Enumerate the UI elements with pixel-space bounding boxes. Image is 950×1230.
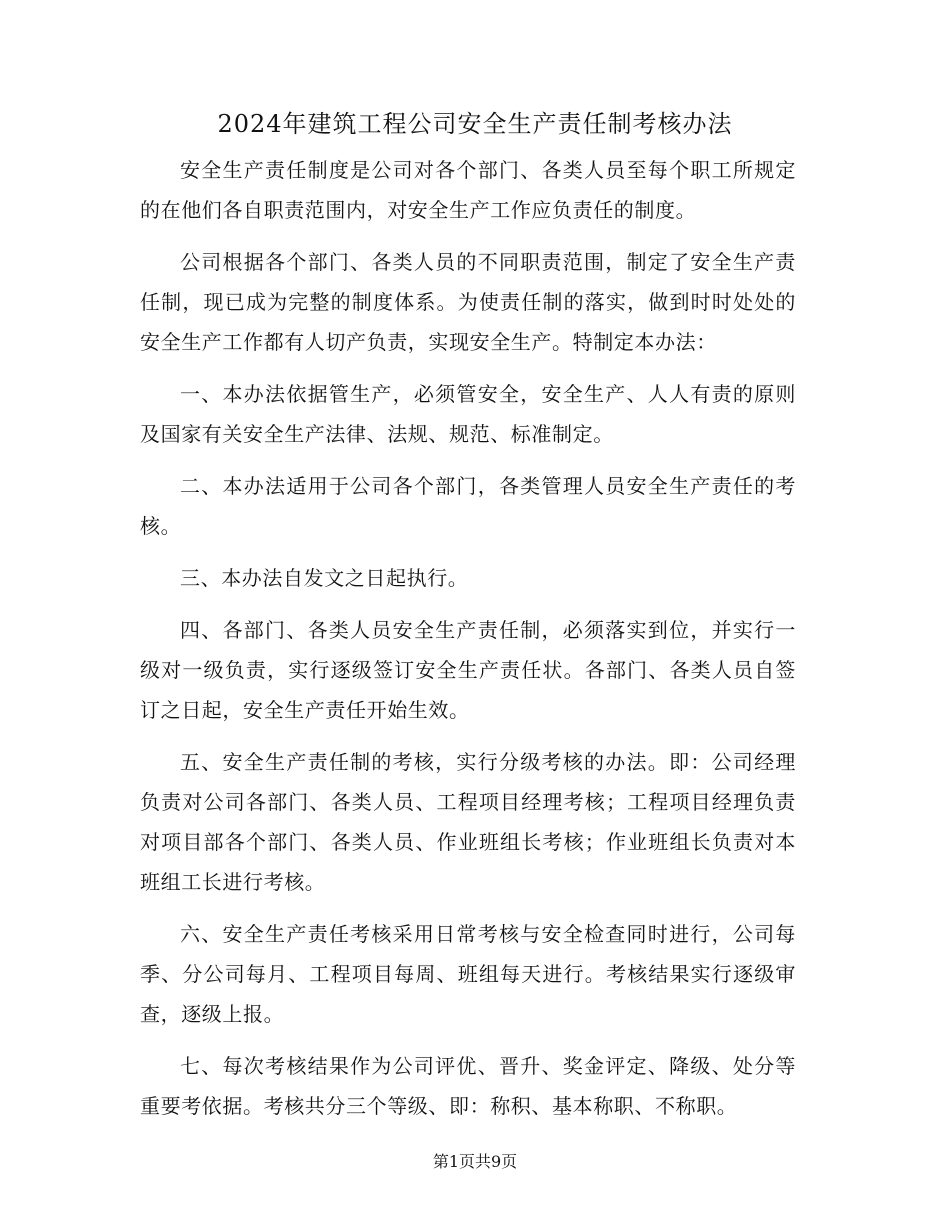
page-number-footer: 第1页共9页 bbox=[432, 1152, 518, 1171]
paragraph-article-2: 二、本办法适用于公司各个部门，各类管理人员安全生产责任的考核。 bbox=[140, 474, 796, 538]
paragraph-article-6: 六、安全生产责任考核采用日常考核与安全检查同时进行，公司每季、分公司每月、工程项目每周、班组每天进行。考核结果实行逐级审查，逐级上报。 bbox=[140, 922, 796, 1026]
paragraph-article-3: 三、本办法自发文之日起执行。 bbox=[180, 566, 469, 590]
document-title: 2024年建筑工程公司安全生产责任制考核办法 bbox=[217, 110, 733, 138]
paragraph-intro: 安全生产责任制度是公司对各个部门、各类人员至每个职工所规定的在他们各自职责范围内，对安全生产工作应负责任的制度。 bbox=[140, 158, 796, 222]
document-body bbox=[140, 150, 796, 1138]
paragraph-article-1: 一、本办法依据管生产，必须管安全，安全生产、人人有责的原则及国家有关安全生产法律、法规、规范、标准制定。 bbox=[140, 382, 796, 446]
paragraph-purpose: 公司根据各个部门、各类人员的不同职责范围，制定了安全生产责任制，现已成为完整的制度体系。为使责任制的落实，做到时时处处的安全生产工作都有人切产负责，实现安全生产。特制定本办法： bbox=[140, 250, 796, 354]
paragraph-article-5: 五、安全生产责任制的考核，实行分级考核的办法。即：公司经理负责对公司各部门、各类人员、工程项目经理考核；工程项目经理负责对项目部各个部门、各类人员、作业班组长考核；作业班组长负责对本班组工长进行考核。 bbox=[140, 750, 796, 894]
paragraph-article-4: 四、各部门、各类人员安全生产责任制，必须落实到位，并实行一级对一级负责，实行逐级签订安全生产责任状。各部门、各类人员自签订之日起，安全生产责任开始生效。 bbox=[140, 618, 796, 722]
paragraph-article-7: 七、每次考核结果作为公司评优、晋升、奖金评定、降级、处分等重要考依据。考核共分三个等级、即：称积、基本称职、不称职。 bbox=[140, 1054, 796, 1118]
